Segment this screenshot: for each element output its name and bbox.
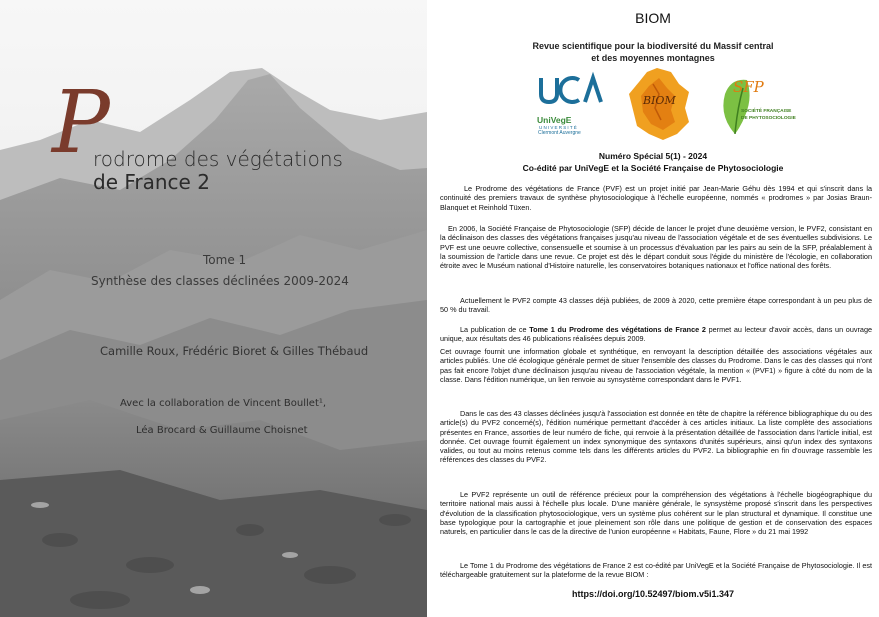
biom-logo xyxy=(627,64,693,142)
co-edition-line: Co-édité par UniVegE et la Société Française de Phytosociologie xyxy=(522,163,784,173)
cover-synthesis: Synthèse des classes déclinées 2009-2024 xyxy=(91,274,349,288)
uca-clermont-text: Clermont Auvergne xyxy=(538,130,581,136)
page-header: BIOM xyxy=(635,10,671,26)
cover-title-line1: rodrome des végétations xyxy=(93,147,343,171)
description-page xyxy=(427,0,879,617)
paragraph-7: Le PVF2 représente un outil de référence précieux pour la compréhension des végétations à l'échelle biogéographique du territoire national mais aussi à l'échelle plus locale. D'une manière générale, le synsystème proposé s'inscrit dans les perspectives d'évolution de la classification phytosociologique, vers un système plus cohérent sur le plan structural et dynamique. Il constitue une base typologique pour la cartographie et joue pleinement son rôle dans une politique de gestion et de conservation des espaces naturels, en particulier dans le cas de la directive de l'union européenne « Habitats, Faune, Flore » du 21 mai 1992 xyxy=(440,490,872,537)
sfp-sub1-text: SOCIÉTÉ FRANÇAISE xyxy=(741,109,792,114)
cover-authors: Camille Roux, Frédéric Bioret & Gilles Thébaud xyxy=(100,344,369,358)
paragraph-5: Cet ouvrage fournit une information globale et synthétique, en renvoyant la description détaillée des associations végétales aux articles publiés. Une clé écologique générale permet de situer l'ensemble des classes du Prodrome. Dans le cas des classes qui n'ont pas fait encore l'objet d'une déclinaison jusqu'au niveau de l'association végétale, la mention « (PVF1) » figure à côté du nom de la classe. Dans l'édition numérique, un lien renvoie au synsystème correspondant dans le PVF1. xyxy=(440,347,872,384)
univege-logo xyxy=(533,70,605,138)
book-cover xyxy=(0,0,427,617)
sfp-text: SFP xyxy=(733,78,764,96)
cover-collaboration-line1: Avec la collaboration de Vincent Boullet¹, xyxy=(120,398,327,409)
paragraph-2: En 2006, la Société Française de Phytosociologie (SFP) décide de lancer le projet d'une deuxième version, le PVF2, consistant en la déclinaison des classes des végétations françaises jusqu'au niveau de l'association végétale et de ses éventuelles subdivisions. Le PVF est une oeuvre collective, consensuelle et soumise à un processus d'évaluation par les pairs au sein de la SFP, préalablement à la soumission de l'article dans une revue. Ce projet est dès le départ conduit sous l'égide du ministère de l'écologie, en collaboration étroite avec le Muséum national d'Histoire naturelle, les conservatoires botaniques nationaux et l'office national des forêts. xyxy=(440,224,872,271)
title-initial: P xyxy=(52,73,110,173)
sfp-sub2-text: DE PHYTOSOCIOLOGIE xyxy=(741,116,796,121)
sfp-logo xyxy=(715,76,815,138)
paragraph-6: Dans le cas des 43 classes déclinées jusqu'à l'association est donnée en tête de chapitre la référence bibliographique du ou des article(s) du PVF2 concerné(s), l'édition numérique permettant d'accéder à ces articles initiaux. La liste complète des associations présentes en France, assorties de leur numéro de fiche, qui renvoie à la présentation détaillée de l'association dans l'article initial, est donnée. Cet ouvrage fournit également un index synonymique des syntaxons d'unités supérieurs, ainsi qu'un index des syntaxons valides, ou tout au moins retenus comme tels dans les différents articles du PVF2. La bibliographie en fin d'ouvrage rassemble les références des classes du PVF2. xyxy=(440,409,872,465)
subtitle-line1: Revue scientifique pour la biodiversité du Massif central xyxy=(532,41,774,51)
paragraph-8: Le Tome 1 du Prodrome des végétations de France 2 est co-édité par UniVegE et la Société Française de Phytosociologie. Il est téléchargeable gratuitement sur la plateforme de la revue BIOM : xyxy=(440,561,872,580)
uca-mark-icon xyxy=(533,70,605,110)
cover-title-line2: de France 2 xyxy=(93,170,210,194)
subtitle-line2: et des moyennes montagnes xyxy=(591,53,715,64)
paragraph-3: Actuellement le PVF2 compte 43 classes déjà publiées, de 2009 à 2020, cette première étape correspondant à un peu plus de 50 % du travail. xyxy=(440,296,872,315)
journal-subtitle xyxy=(467,40,839,64)
biom-logo-text: BIOM xyxy=(643,94,676,107)
cover-collaboration-line2: Léa Brocard & Guillaume Choisnet xyxy=(136,425,308,436)
univege-text: UniVegE xyxy=(537,115,572,125)
cover-tome: Tome 1 xyxy=(203,253,247,267)
paragraph-4 xyxy=(440,325,872,344)
p4-post: permet au lecteur d'avoir accès, dans un ouvrage unique, aux résultats des 46 publications réalisées depuis 2009. xyxy=(440,325,873,344)
p4-pre: La publication de ce xyxy=(460,325,530,334)
issue-number: Numéro Spécial 5(1) - 2024 xyxy=(598,151,708,161)
uca-university-text: UNIVERSITÉ xyxy=(539,125,579,130)
p4-bold: Tome 1 du Prodrome des végétations de France 2 xyxy=(529,325,706,334)
doi-link[interactable]: https://doi.org/10.52497/biom.v5i1.347 xyxy=(571,589,735,599)
paragraph-1: Le Prodrome des végétations de France (PVF) est un projet initié par Jean-Marie Géhu dès 1994 et qui s'inscrit dans la continuité des premiers travaux de synthèse phytosociologique à l'échelle européenne, nommés « prodromes » par Josias Braun-Blanquet et Reinhold Tüxen. xyxy=(440,184,872,212)
